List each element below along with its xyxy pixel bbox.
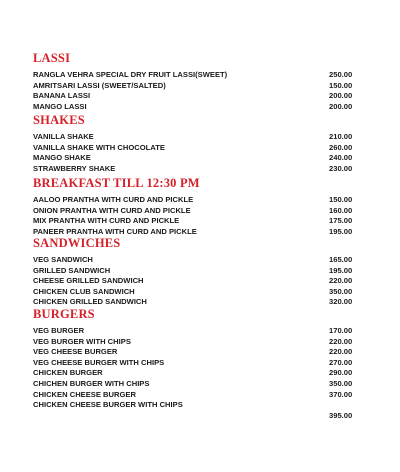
section-burgers bbox=[33, 307, 373, 421]
menu-item bbox=[33, 102, 373, 113]
section-heading: BREAKFAST TILL 12:30 PM bbox=[33, 176, 200, 190]
item-price: 150.00 bbox=[329, 195, 353, 204]
item-name: CHICKEN CHEESE BURGER WITH CHIPS bbox=[33, 400, 183, 410]
menu-item bbox=[33, 368, 373, 379]
section-breakfast bbox=[33, 176, 373, 237]
menu-item bbox=[33, 132, 373, 143]
item-name: RANGLA VEHRA SPECIAL DRY FRUIT LASSI(SWEET) bbox=[33, 70, 228, 79]
item-name: CHICKEN GRILLED SANDWICH bbox=[33, 297, 147, 307]
menu-item bbox=[33, 216, 373, 227]
item-name: VEG SANDWICH bbox=[33, 255, 93, 264]
item-price: 270.00 bbox=[329, 357, 353, 367]
item-name: CHICKEN CLUB SANDWICH bbox=[33, 286, 135, 296]
item-name: GRILLED SANDWICH bbox=[33, 265, 111, 275]
section-heading: SHAKES bbox=[33, 113, 85, 127]
menu-item bbox=[33, 195, 373, 206]
menu-item bbox=[33, 81, 373, 92]
item-name: STRAWBERRY SHAKE bbox=[33, 163, 116, 173]
section-heading: BURGERS bbox=[33, 307, 95, 321]
item-price: 150.00 bbox=[329, 80, 353, 90]
item-price: 230.00 bbox=[329, 163, 353, 173]
item-name: ONION PRANTHA WITH CURD AND PICKLE bbox=[33, 205, 191, 215]
item-price: 210.00 bbox=[329, 132, 353, 141]
item-name: VEG CHEESE BURGER WITH CHIPS bbox=[33, 357, 165, 367]
item-name: CHICKEN BURGER bbox=[33, 368, 103, 378]
section-heading: LASSI bbox=[33, 51, 71, 65]
item-name: PANEER PRANTHA WITH CURD AND PICKLE bbox=[33, 226, 197, 236]
item-name: VANILLA SHAKE WITH CHOCOLATE bbox=[33, 142, 165, 152]
item-name: VANILLA SHAKE bbox=[33, 132, 94, 141]
menu-item bbox=[33, 266, 373, 277]
item-name: MIX PRANTHA WITH CURD AND PICKLE bbox=[33, 216, 180, 226]
menu-item bbox=[33, 164, 373, 175]
item-price: 195.00 bbox=[329, 265, 353, 275]
item-price: 165.00 bbox=[329, 255, 353, 264]
item-name: CHICKEN CHEESE BURGER bbox=[33, 389, 136, 399]
menu-item bbox=[33, 276, 373, 287]
item-name: VEG BURGER WITH CHIPS bbox=[33, 336, 131, 346]
item-name: CHICHEN BURGER WITH CHIPS bbox=[33, 378, 150, 388]
item-price: 320.00 bbox=[329, 297, 353, 307]
item-price: 395.00 bbox=[329, 410, 353, 420]
menu-item bbox=[33, 379, 373, 390]
item-price: 200.00 bbox=[329, 101, 353, 111]
item-name: AALOO PRANTHA WITH CURD AND PICKLE bbox=[33, 195, 194, 204]
item-price: 220.00 bbox=[329, 276, 353, 286]
item-price: 240.00 bbox=[329, 153, 353, 163]
item-price: 290.00 bbox=[329, 368, 353, 378]
item-price: 220.00 bbox=[329, 336, 353, 346]
menu-item bbox=[33, 287, 373, 298]
item-price: 350.00 bbox=[329, 286, 353, 296]
menu-item bbox=[33, 143, 373, 154]
section-sandwiches bbox=[33, 236, 373, 308]
item-price: 200.00 bbox=[329, 91, 353, 101]
section-heading: SANDWICHES bbox=[33, 236, 121, 250]
menu-item bbox=[33, 255, 373, 266]
menu-item bbox=[33, 390, 373, 401]
item-name: MANGO SHAKE bbox=[33, 153, 91, 163]
item-name: VEG BURGER bbox=[33, 326, 85, 335]
item-name: AMRITSARI LASSI (SWEET/SALTED) bbox=[33, 80, 166, 90]
menu-item bbox=[33, 358, 373, 369]
item-name: VEG CHEESE BURGER bbox=[33, 347, 118, 357]
item-name: CHEESE GRILLED SANDWICH bbox=[33, 276, 144, 286]
menu-item bbox=[33, 153, 373, 164]
item-price: 370.00 bbox=[329, 389, 353, 399]
item-price: 160.00 bbox=[329, 205, 353, 215]
menu-item bbox=[33, 70, 373, 81]
menu-item bbox=[33, 206, 373, 217]
item-price: 220.00 bbox=[329, 347, 353, 357]
item-price: 170.00 bbox=[329, 326, 353, 335]
item-price: 195.00 bbox=[329, 226, 353, 236]
menu-item bbox=[33, 91, 373, 102]
menu-item bbox=[33, 337, 373, 348]
item-price: 250.00 bbox=[329, 70, 353, 79]
menu-item bbox=[33, 411, 373, 422]
item-name: BANANA LASSI bbox=[33, 91, 91, 101]
menu-item bbox=[33, 347, 373, 358]
item-name: MANGO LASSI bbox=[33, 101, 87, 111]
menu-item bbox=[33, 326, 373, 337]
item-price: 260.00 bbox=[329, 142, 353, 152]
item-price: 350.00 bbox=[329, 378, 353, 388]
item-price: 175.00 bbox=[329, 216, 353, 226]
section-lassi bbox=[33, 51, 373, 112]
section-shakes bbox=[33, 113, 373, 174]
menu-item bbox=[33, 400, 373, 411]
